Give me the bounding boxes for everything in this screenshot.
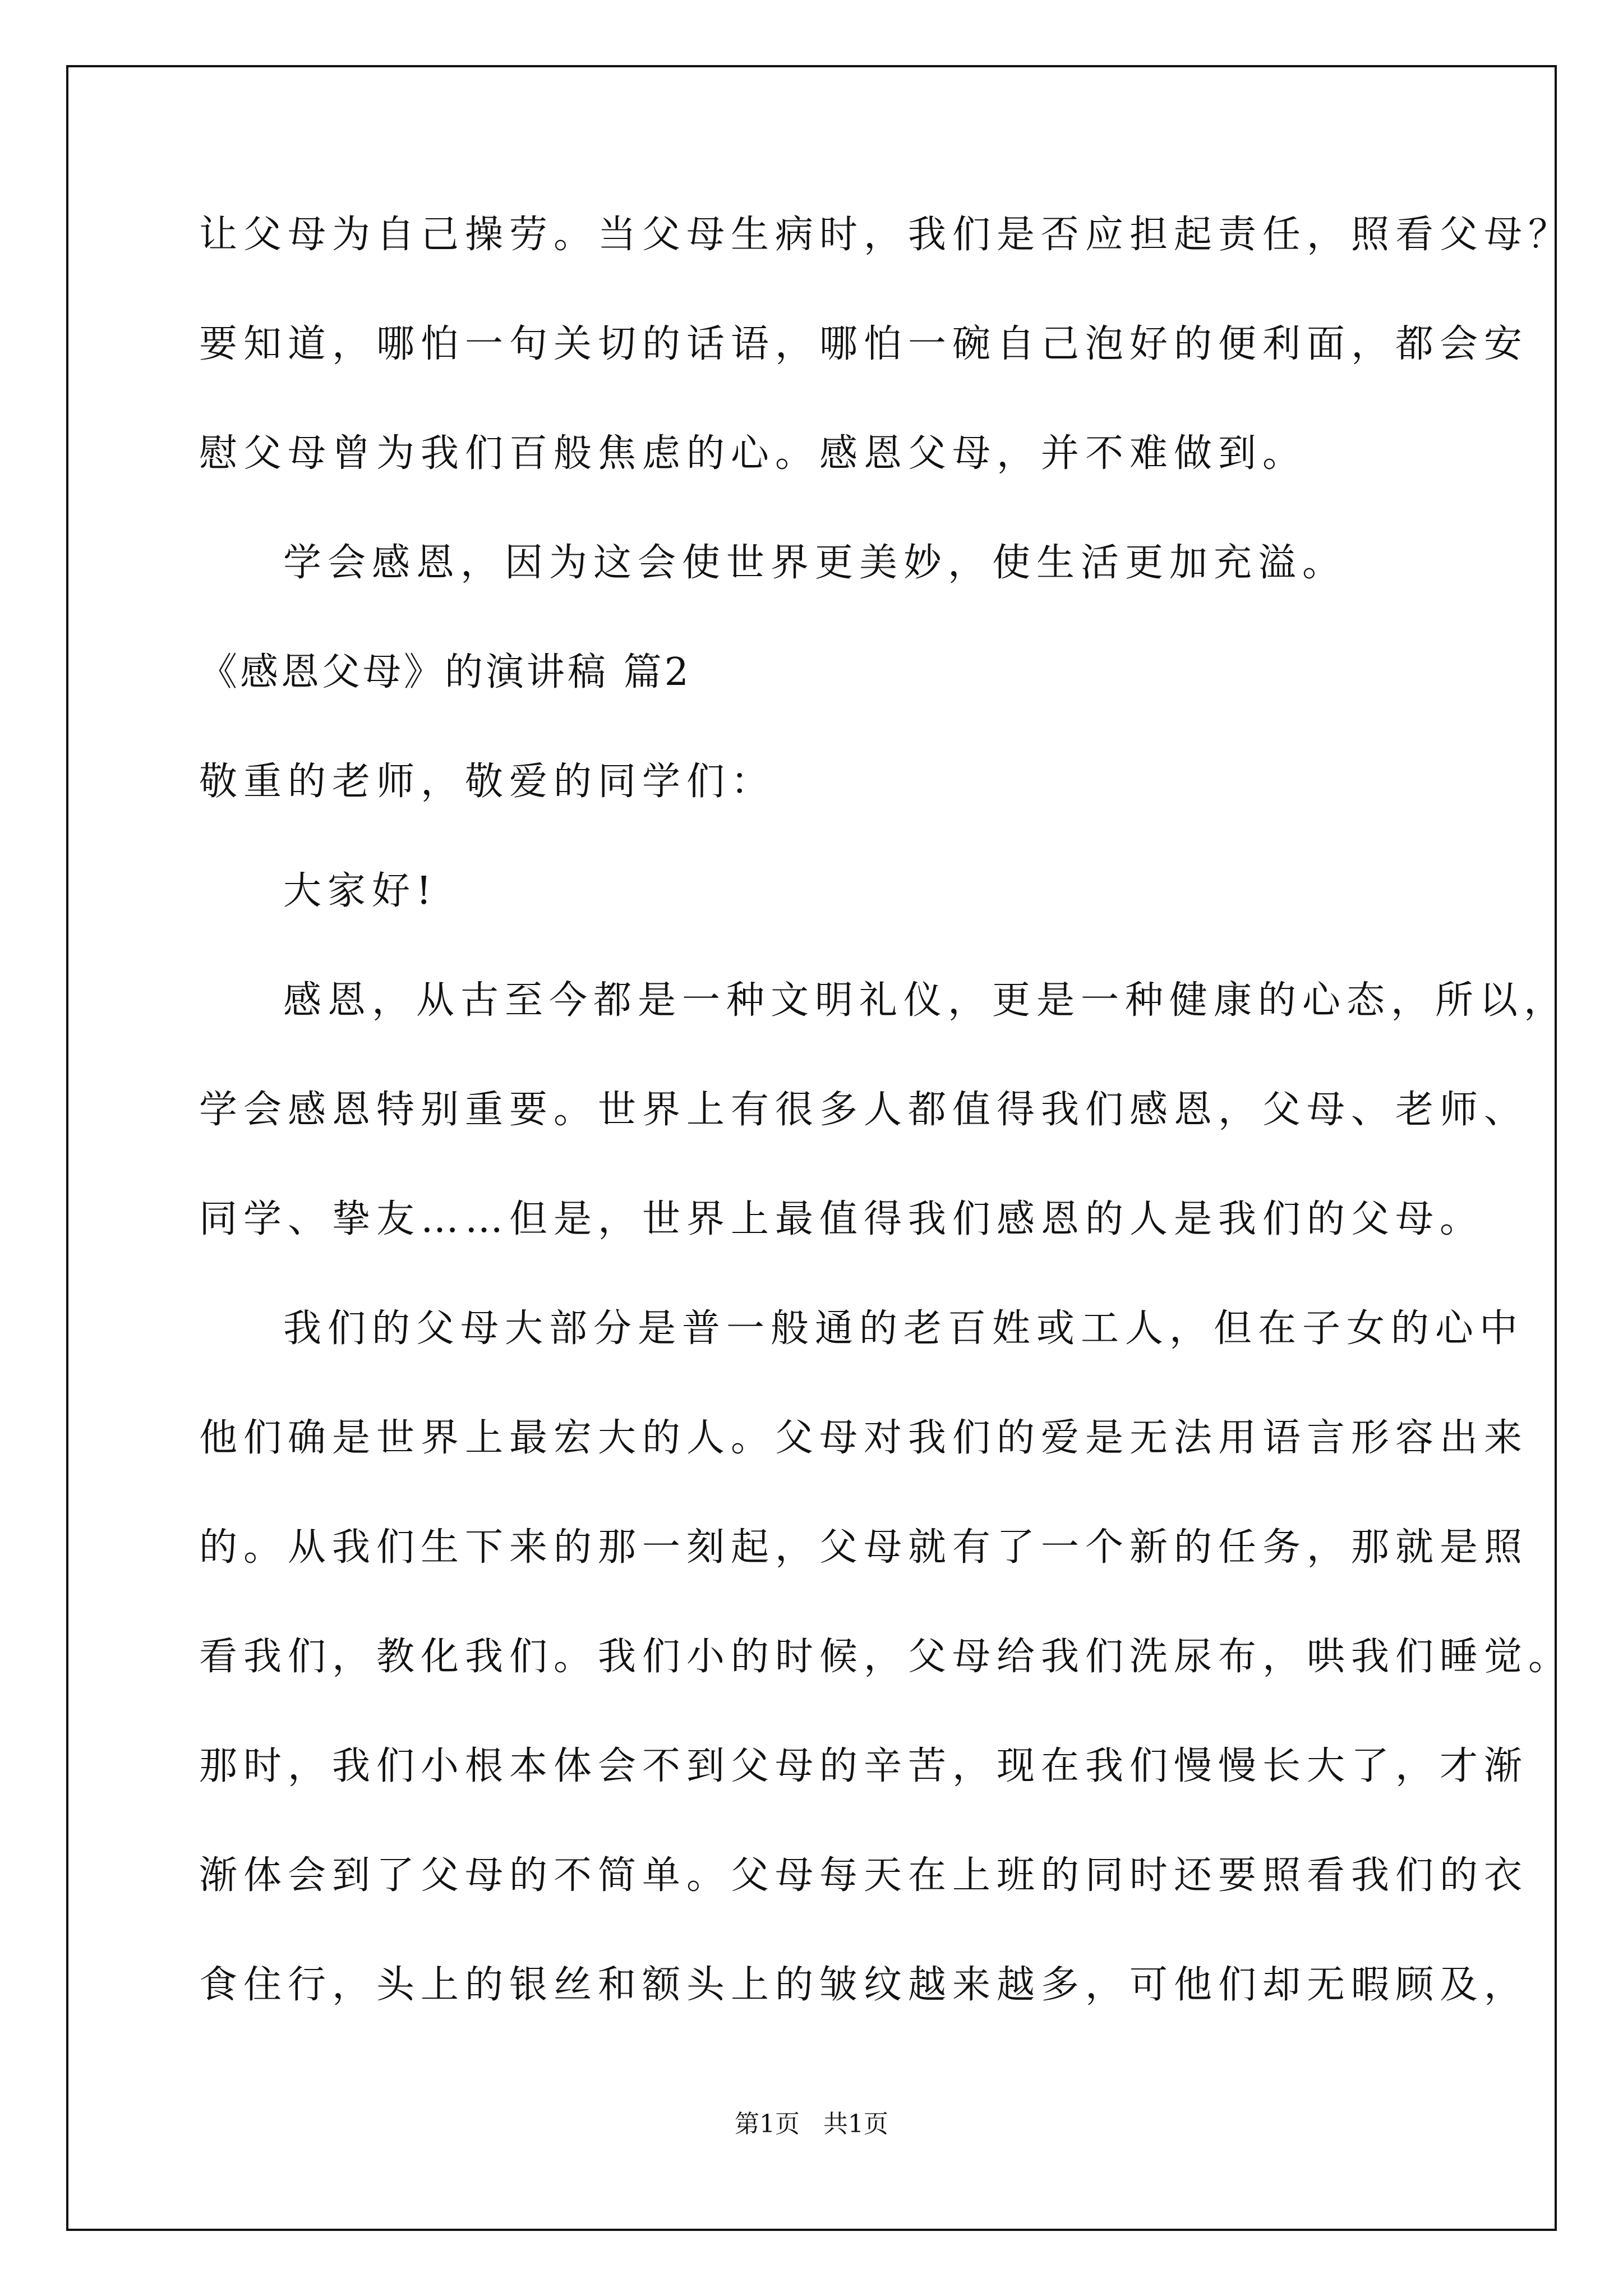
paragraph-line: 我们的父母大部分是普一般通的老百姓或工人，但在子女的心中: [283, 1306, 1524, 1351]
paragraph-line: 看我们，教化我们。我们小的时候，父母给我们洗尿布，哄我们睡觉。: [199, 1635, 1573, 1679]
page-number-footer: 第1页 共1页: [735, 2110, 888, 2138]
paragraph-line: 的。从我们生下来的那一刻起，父母就有了一个新的任务，那就是照: [199, 1525, 1529, 1570]
paragraph-line: 渐体会到了父母的不简单。父母每天在上班的同时还要照看我们的衣: [199, 1853, 1529, 1898]
paragraph-line: 慰父母曾为我们百般焦虑的心。感恩父母，并不难做到。: [199, 431, 1307, 476]
document-body: [199, 213, 1573, 2076]
paragraph-line: 那时，我们小根本体会不到父母的辛苦，现在我们慢慢长大了，才渐: [199, 1744, 1529, 1788]
paragraph-line: 学会感恩，因为这会使世界更美妙，使生活更加充溢。: [283, 541, 1347, 585]
section-heading: 《感恩父母》的演讲稿 篇2: [199, 650, 691, 694]
salutation: 敬重的老师，敬爱的同学们：: [199, 760, 776, 804]
paragraph-line: 他们确是世界上最宏大的人。父母对我们的爱是无法用语言形容出来: [199, 1416, 1529, 1460]
paragraph-line: 同学、挚友……但是，世界上最值得我们感恩的人是我们的父母。: [199, 1197, 1484, 1241]
paragraph-line: 让父母为自己操劳。当父母生病时，我们是否应担起责任，照看父母？: [199, 213, 1573, 257]
paragraph-line: 食住行，头上的银丝和额头上的皱纹越来越多，可他们却无暇顾及，: [199, 1963, 1529, 2007]
paragraph-line: 学会感恩特别重要。世界上有很多人都值得我们感恩，父母、老师、: [199, 1088, 1529, 1132]
paragraph-line: 要知道，哪怕一句关切的话语，哪怕一碗自己泡好的便利面，都会安: [199, 322, 1529, 366]
greeting: 大家好!: [283, 869, 438, 913]
paragraph-line: 感恩，从古至今都是一种文明礼仪，更是一种健康的心态，所以，: [283, 978, 1569, 1023]
